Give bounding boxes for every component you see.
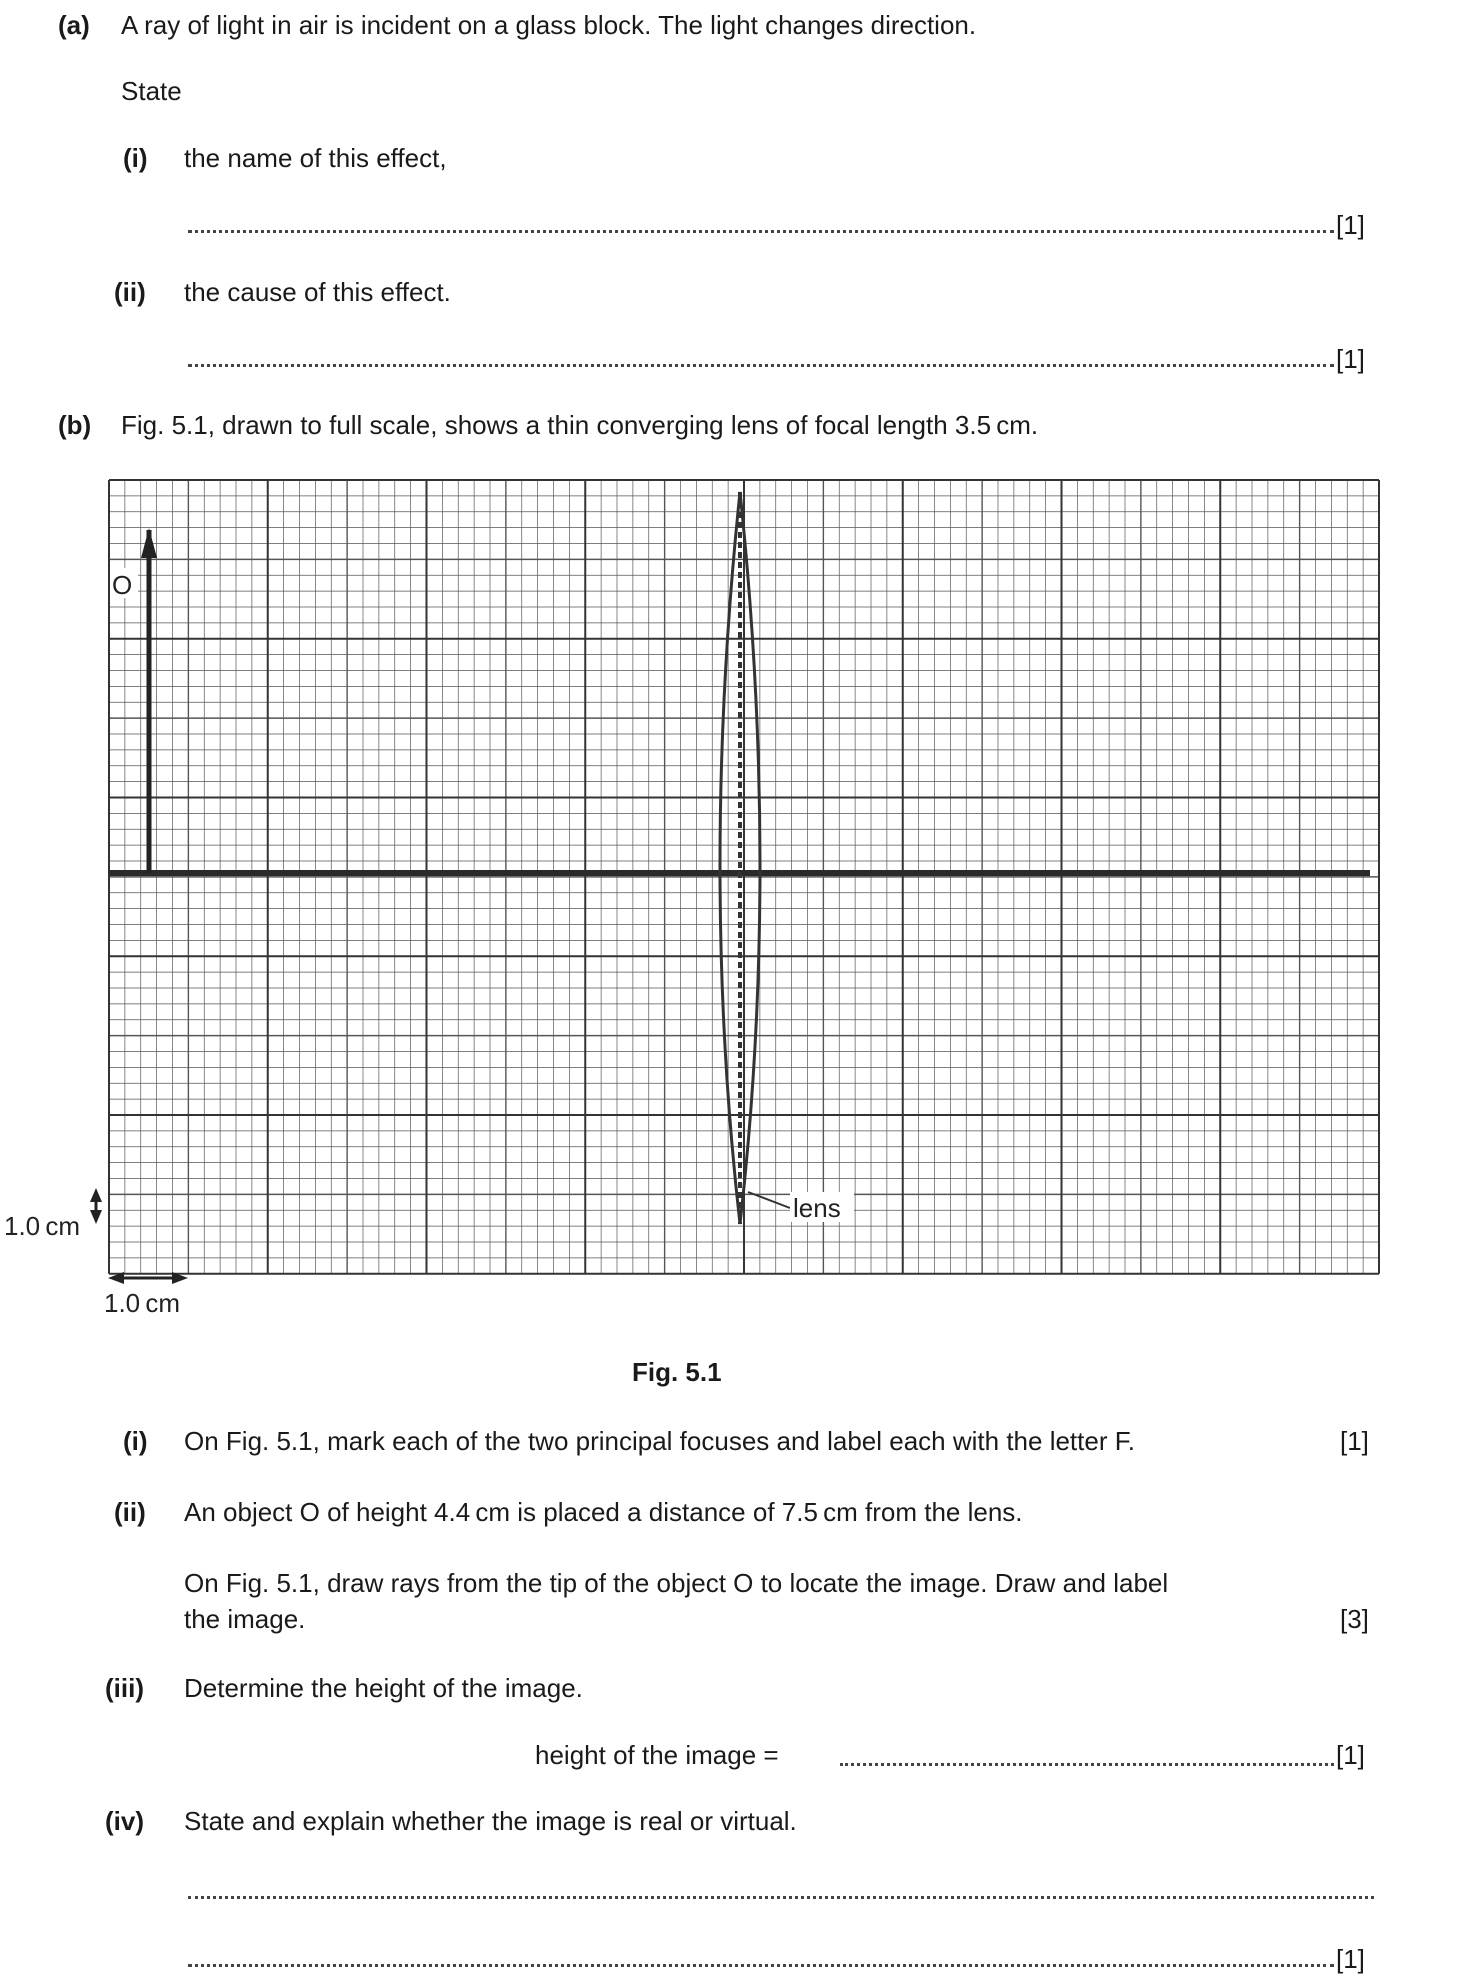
mark-b-ii: [3] [1340,1604,1369,1634]
part-a-label: (a) [58,10,90,40]
answer-line-b-iv-1[interactable] [188,1896,1374,1899]
part-a-ii-label: (ii) [114,277,146,307]
answer-line-image-height[interactable] [840,1763,1334,1766]
part-a-text: A ray of light in air is incident on a glass block. The light changes direction. [121,10,977,40]
part-a-i-label: (i) [123,143,148,173]
part-b-ii-text2-line1: On Fig. 5.1, draw rays from the tip of the object O to locate the image. Draw and label [184,1568,1169,1598]
part-b-label: (b) [58,410,92,440]
scale-vertical-label: 1.0 cm [4,1211,81,1241]
part-b-iii-text: Determine the height of the image. [184,1673,583,1703]
scale-vertical-head-top [90,1188,102,1202]
mark-a-i: [1] [1336,210,1365,240]
part-b-ii-text: An object O of height 4.4 cm is placed a distance of 7.5 cm from the lens. [184,1497,1023,1527]
figure-caption: Fig. 5.1 [632,1357,722,1387]
scale-vertical-head-bottom [90,1210,102,1224]
image-height-prefix: height of the image = [535,1740,779,1770]
object-arrow-head [141,528,157,558]
part-b-iv-label: (iv) [105,1806,144,1836]
answer-line-a-i[interactable] [188,230,1334,233]
part-b-ii-text2-line2: the image. [184,1604,306,1634]
mark-b-i: [1] [1340,1426,1369,1456]
part-a-i-text: the name of this effect, [184,143,447,173]
part-b-iii-label: (iii) [105,1673,144,1703]
answer-line-a-ii[interactable] [188,364,1334,367]
object-label: O [112,570,133,600]
scale-horizontal-label: 1.0 cm [104,1288,181,1318]
part-b-text: Fig. 5.1, drawn to full scale, shows a thin converging lens of focal length 3.5 cm. [121,410,1039,440]
part-b-ii-label: (ii) [114,1497,146,1527]
part-b-i-text: On Fig. 5.1, mark each of the two principal focuses and label each with the letter F. [184,1426,1135,1456]
lens-label: lens [793,1193,841,1223]
part-a-ii-text: the cause of this effect. [184,277,451,307]
state-text: State [121,76,182,106]
mark-a-ii: [1] [1336,344,1365,374]
fig-5-1-grid[interactable] [0,470,1471,1330]
answer-line-b-iv-2[interactable] [188,1964,1334,1967]
part-b-i-label: (i) [123,1426,148,1456]
mark-b-iii: [1] [1336,1740,1365,1770]
part-b-iv-text: State and explain whether the image is real or virtual. [184,1806,797,1836]
mark-b-iv: [1] [1336,1944,1365,1974]
